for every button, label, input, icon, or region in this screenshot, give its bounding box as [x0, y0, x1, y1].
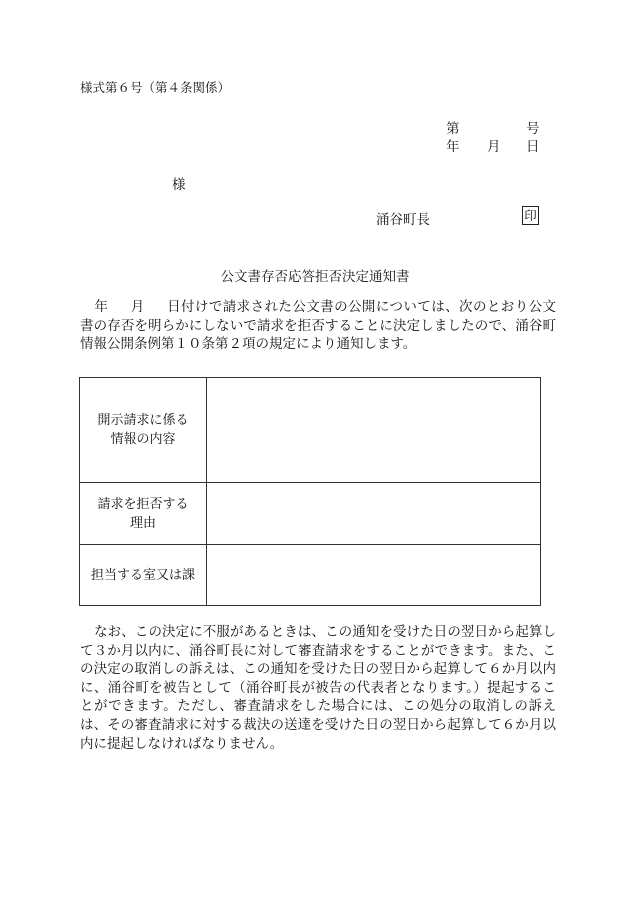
intro-year-label: 年: [94, 299, 109, 315]
table-label-cell: [80, 378, 207, 483]
date-month-label: 月: [487, 139, 501, 155]
refusal-reason-field[interactable]: [207, 483, 541, 545]
file-number-prefix: 第: [446, 121, 460, 137]
table-label-cell: [80, 483, 207, 545]
file-number-suffix: 号: [526, 121, 540, 137]
date-day-label: 日: [526, 139, 540, 155]
row1-label-line2: 情報の内容: [110, 432, 176, 447]
row2-label-line2: 理由: [129, 515, 156, 531]
addressee-suffix: 様: [172, 177, 186, 193]
intro-paragraph: [80, 298, 556, 354]
appeal-notice-text: なお、この決定に不服があるときは、この通知を受けた日の翌日から起算して３か月以内に、涌谷町長に対して審査請求をすることができます。また、この決定の取消しの訴えは、この通知を受けた日の翌日から起算して６か月以内に、涌谷町を被告として（涌谷町長が被告の代表者となります。）提起することができます。ただし、審査請求をした場合には、この処分の取消しの訴えは、その審査請求に対する裁決の送達を受けた日の翌日から起算して６か月以内に提起しなければなりません。: [80, 624, 556, 752]
row3-label-line1: 担当する室又は課: [90, 567, 195, 583]
responsible-section-field[interactable]: [207, 545, 541, 606]
info-table: [79, 377, 541, 606]
document-title: 公文書存否応答拒否決定通知書: [220, 269, 410, 285]
appeal-notice-paragraph: [80, 623, 556, 753]
requested-info-field[interactable]: [207, 378, 541, 483]
form-number: 様式第６号（第４条関係）: [80, 80, 231, 95]
intro-month-label: 月: [130, 299, 145, 315]
table-row: [80, 483, 541, 545]
intro-text: 日付けで請求された公文書の公開については、次のとおり公文書の存否を明らかにしないで請求を拒否することに決定しましたので、涌谷町情報公開条例第１０条第２項の規定により通知します。: [80, 299, 557, 353]
issuer-name: 涌谷町長: [376, 212, 430, 228]
row1-label-line1: 開示請求に係る: [97, 413, 189, 428]
row2-label-line1: 請求を拒否する: [97, 496, 189, 512]
table-row: [80, 545, 541, 606]
date-year-label: 年: [446, 139, 460, 155]
table-label-cell: [80, 545, 207, 606]
table-row: [80, 378, 541, 483]
seal-mark: 印: [522, 206, 539, 225]
